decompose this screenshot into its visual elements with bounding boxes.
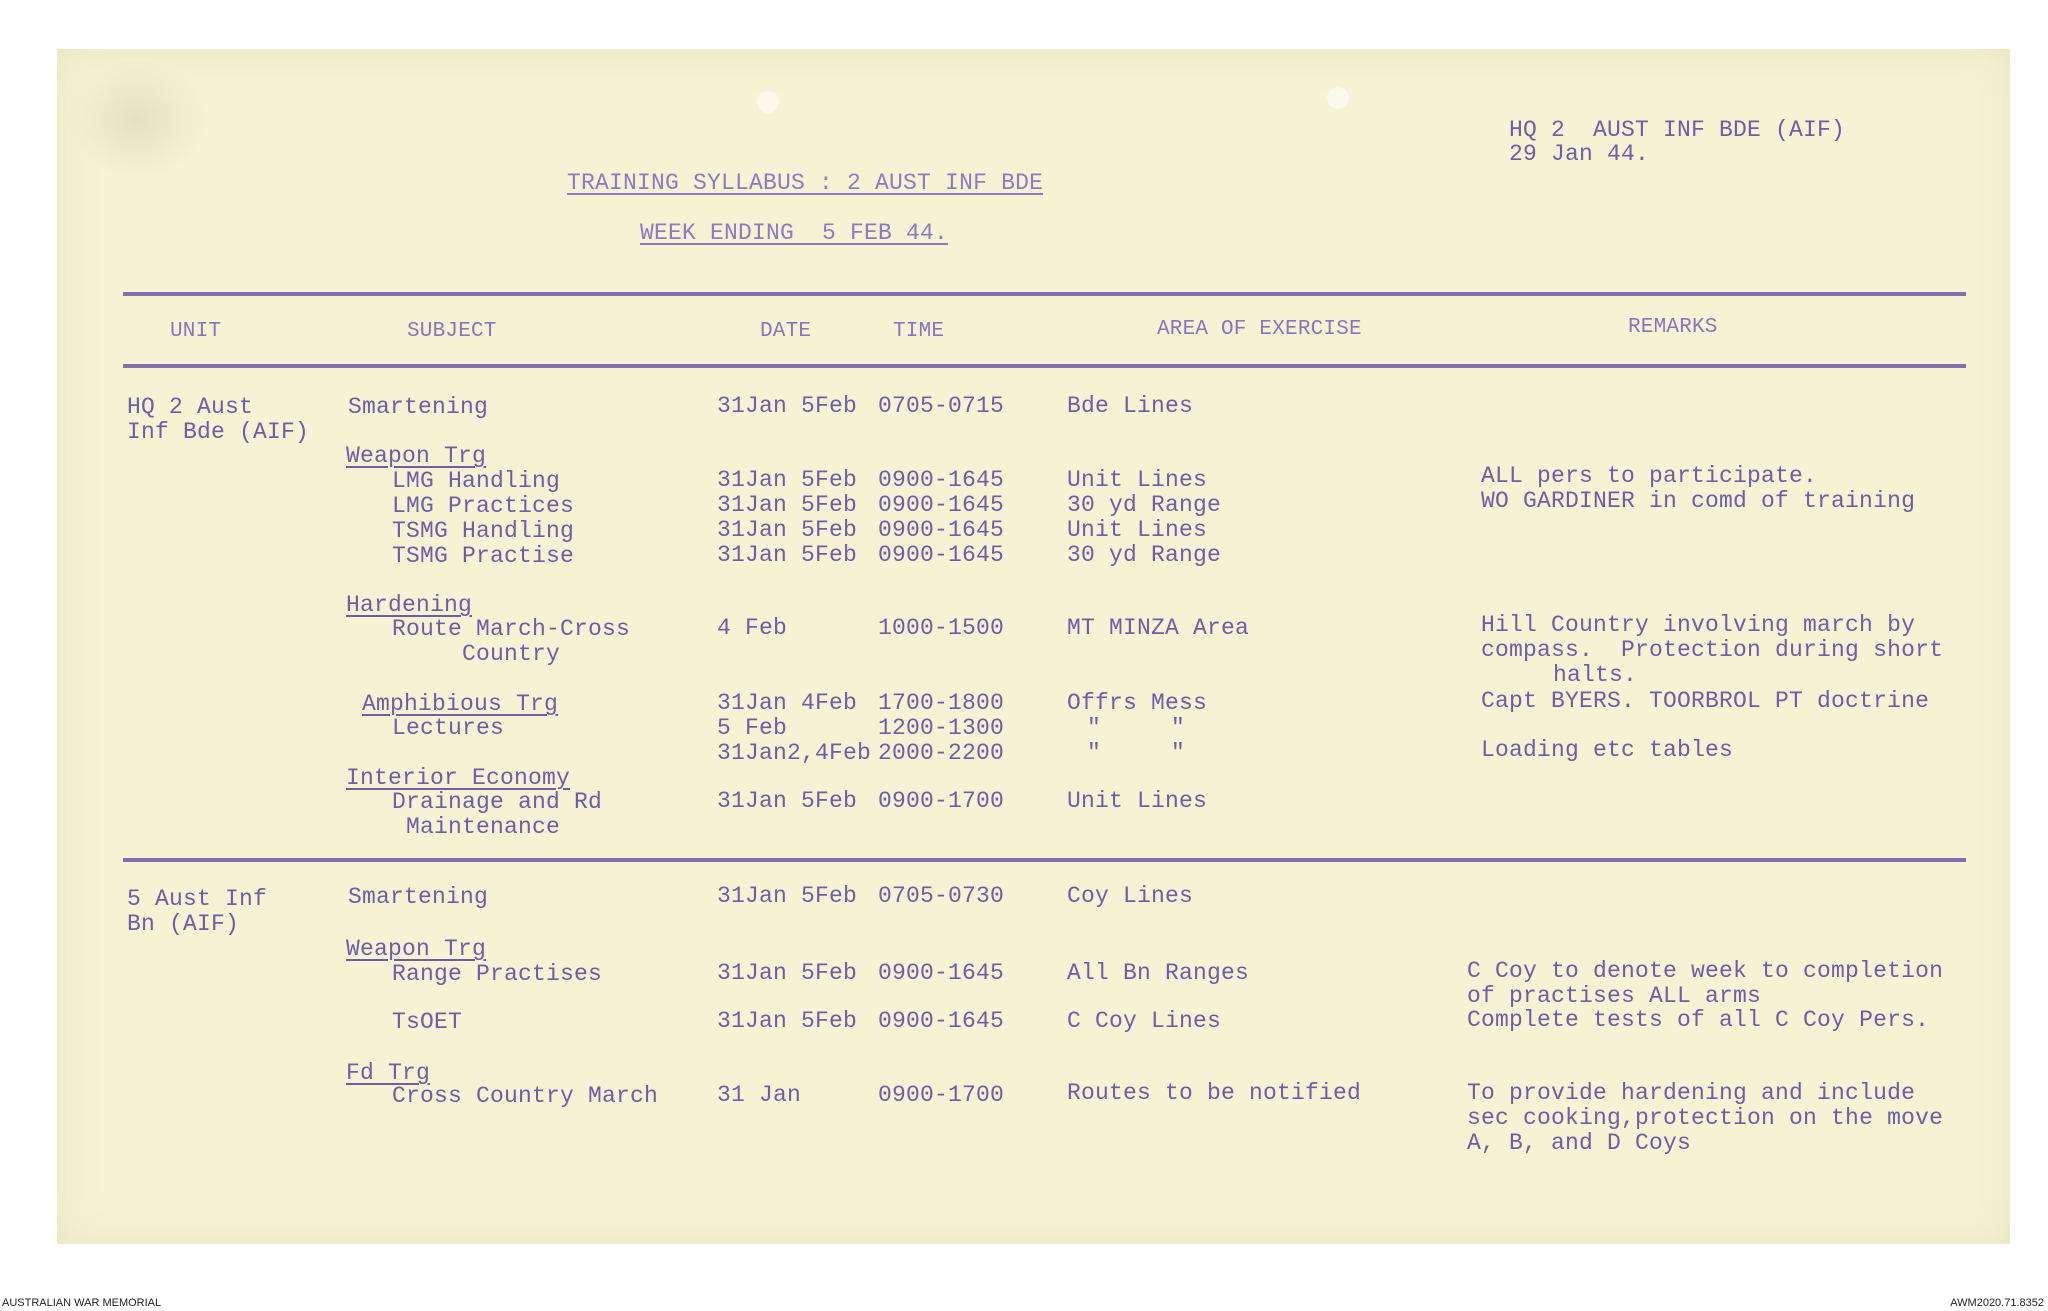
remarks: A, B, and D Coys	[1467, 1130, 1692, 1156]
remarks: Hill Country involving march by	[1481, 612, 1916, 638]
date: 31Jan 5Feb	[717, 883, 858, 909]
date: 5 Feb	[717, 715, 788, 741]
section-heading: Amphibious Trg	[362, 691, 559, 717]
time: 1200-1300	[878, 715, 1005, 741]
section-heading: Weapon Trg	[346, 936, 487, 962]
date: 31Jan 5Feb	[717, 1008, 858, 1034]
area: Routes to be notified	[1067, 1080, 1362, 1106]
subject: Lectures	[392, 715, 505, 741]
punch-hole	[757, 91, 779, 113]
section-heading: Weapon Trg	[346, 443, 487, 469]
time: 0900-1645	[878, 542, 1005, 568]
unit-hq-line1: HQ 2 Aust	[127, 394, 254, 420]
col-time: TIME	[893, 320, 945, 343]
subject: LMG Handling	[392, 468, 561, 494]
date: 31Jan 5Feb	[717, 467, 858, 493]
area: All Bn Ranges	[1067, 960, 1250, 986]
date: 31Jan 4Feb	[717, 690, 858, 716]
remarks: sec cooking,protection on the move	[1467, 1105, 1944, 1131]
subject: TSMG Practise	[392, 543, 575, 569]
footer-accession: AWM2020.71.8352	[1950, 1297, 2044, 1309]
area: Unit Lines	[1067, 467, 1208, 493]
date: 31Jan 5Feb	[717, 517, 858, 543]
date: 31Jan 5Feb	[717, 492, 858, 518]
area: Coy Lines	[1067, 883, 1194, 909]
area: MT MINZA Area	[1067, 615, 1250, 641]
header-rule-top	[123, 292, 1966, 296]
section-divider	[123, 858, 1966, 862]
remarks: To provide hardening and include	[1467, 1080, 1916, 1106]
remarks: halts.	[1553, 662, 1638, 688]
remarks: Loading etc tables	[1481, 737, 1734, 763]
punch-hole	[1327, 87, 1349, 109]
week-ending: WEEK ENDING 5 FEB 44.	[640, 220, 949, 246]
header-rule-bottom	[123, 364, 1966, 368]
remarks: WO GARDINER in comd of training	[1481, 488, 1916, 514]
unit-bn-line1: 5 Aust Inf	[127, 886, 268, 912]
area: Offrs Mess	[1067, 690, 1208, 716]
time: 1000-1500	[878, 615, 1005, 641]
time: 0900-1700	[878, 1082, 1005, 1108]
col-remarks: REMARKS	[1628, 316, 1718, 339]
remarks: C Coy to denote week to completion	[1467, 958, 1944, 984]
subject: Smartening	[348, 884, 489, 910]
date: 31Jan 5Feb	[717, 542, 858, 568]
subject: Cross Country March	[392, 1083, 659, 1109]
subject: Range Practises	[392, 961, 603, 987]
date: 31Jan 5Feb	[717, 393, 858, 419]
area: C Coy Lines	[1067, 1008, 1222, 1034]
remarks: ALL pers to participate.	[1481, 463, 1818, 489]
subject: Route March-Cross	[392, 616, 631, 642]
date: 31 Jan	[717, 1082, 802, 1108]
section-heading: Interior Economy	[346, 765, 571, 791]
col-date: DATE	[760, 320, 812, 343]
page-title: TRAINING SYLLABUS : 2 AUST INF BDE	[567, 170, 1044, 196]
ditto-mark: " "	[1087, 715, 1186, 741]
remarks: Capt BYERS. TOORBROL PT doctrine	[1481, 688, 1930, 714]
org-line: HQ 2 AUST INF BDE (AIF)	[1509, 117, 1846, 143]
time: 0900-1700	[878, 788, 1005, 814]
subject: Maintenance	[406, 814, 561, 840]
date: 31Jan 5Feb	[717, 960, 858, 986]
subject: Smartening	[348, 394, 489, 420]
unit-hq-line2: Inf Bde (AIF)	[127, 419, 310, 445]
footer-credit: AUSTRALIAN WAR MEMORIAL	[2, 1297, 162, 1309]
remarks: compass. Protection during short	[1481, 637, 1944, 663]
area: Unit Lines	[1067, 517, 1208, 543]
time: 0900-1645	[878, 492, 1005, 518]
time: 1700-1800	[878, 690, 1005, 716]
area: Bde Lines	[1067, 393, 1194, 419]
subject: TSMG Handling	[392, 518, 575, 544]
section-heading: Hardening	[346, 592, 473, 618]
subject: Drainage and Rd	[392, 789, 603, 815]
subject: TsOET	[392, 1009, 463, 1035]
time: 0900-1645	[878, 467, 1005, 493]
time: 0900-1645	[878, 1008, 1005, 1034]
area: Unit Lines	[1067, 788, 1208, 814]
time: 0900-1645	[878, 960, 1005, 986]
ditto-mark: " "	[1087, 740, 1186, 766]
date: 31Jan2,4Feb	[717, 740, 872, 766]
date: 4 Feb	[717, 615, 788, 641]
area: 30 yd Range	[1067, 542, 1222, 568]
time: 0705-0730	[878, 883, 1005, 909]
unit-bn-line2: Bn (AIF)	[127, 911, 240, 937]
section-heading: Fd Trg	[346, 1060, 431, 1086]
col-area: AREA OF EXERCISE	[1157, 318, 1362, 341]
time: 0900-1645	[878, 517, 1005, 543]
time: 2000-2200	[878, 740, 1005, 766]
col-subject: SUBJECT	[407, 320, 497, 343]
subject: Country	[462, 641, 561, 667]
date-line: 29 Jan 44.	[1509, 141, 1650, 167]
date: 31Jan 5Feb	[717, 788, 858, 814]
area: 30 yd Range	[1067, 492, 1222, 518]
remarks: Complete tests of all C Coy Pers.	[1467, 1007, 1930, 1033]
time: 0705-0715	[878, 393, 1005, 419]
remarks: of practises ALL arms	[1467, 983, 1762, 1009]
col-unit: UNIT	[170, 320, 222, 343]
subject: LMG Practices	[392, 493, 575, 519]
